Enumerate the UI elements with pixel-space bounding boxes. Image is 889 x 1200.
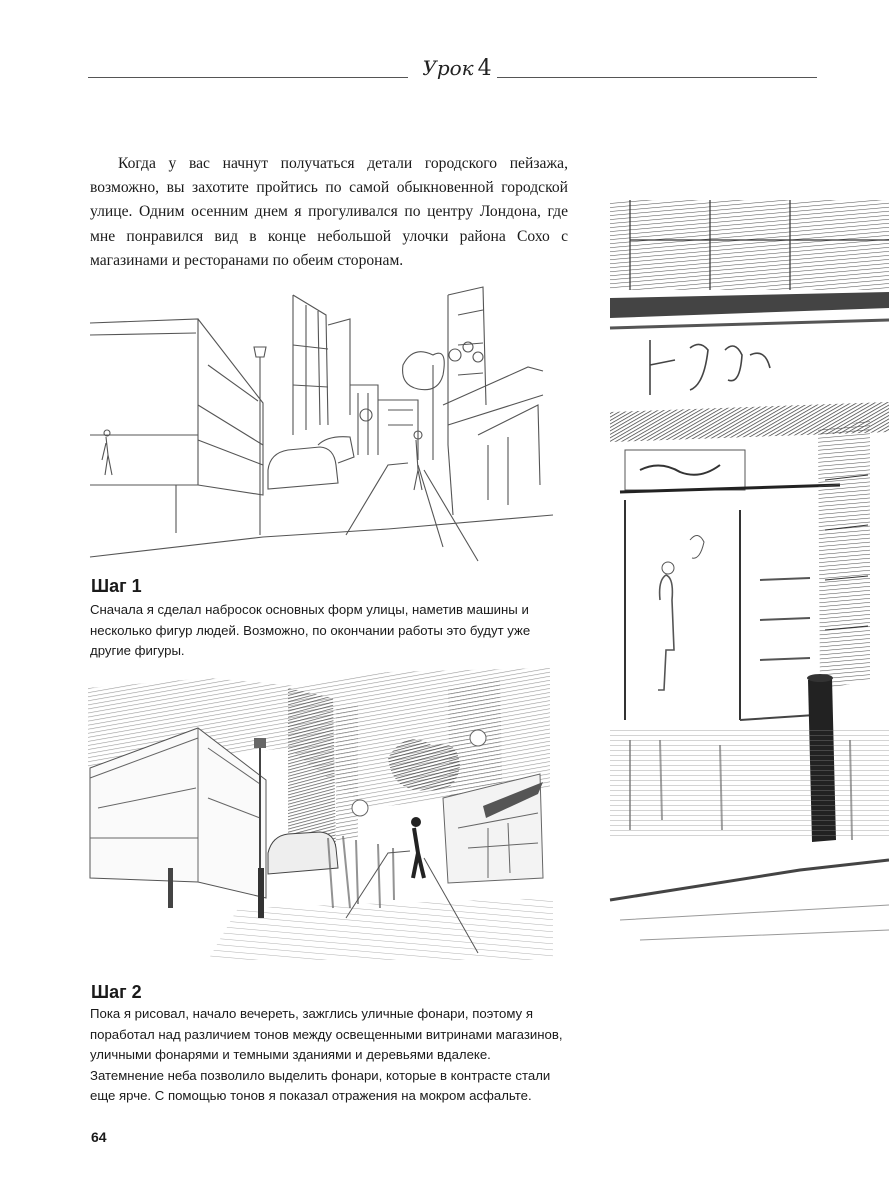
lesson-number: 4 (477, 56, 492, 81)
step-2-heading: Шаг 2 (91, 982, 142, 1002)
sketch-step-1 (88, 285, 558, 565)
header-rule-left (88, 77, 408, 78)
page-number: 64 (91, 1129, 107, 1145)
sketch-step-2 (88, 668, 553, 960)
lesson-title (422, 56, 492, 81)
sketch-detail-right (600, 180, 889, 950)
step-1-body: Сначала я сделал набросок основных форм улицы, наметив машины и несколько фигур людей. Возможно, по окончании работы это будут уже другие фигуры. (90, 602, 531, 658)
header-rule-right (497, 77, 817, 78)
intro-paragraph: Когда у вас начнут получаться детали городского пейзажа, возможно, вы захотите пройтись по самой обыкновенной городской улице. Одним осенним днем я прогуливался по центру Лондона, где мне понравился вид в конце небольшой улочки района Сохо с магазинами и ресторанами по обеим сторонам. (90, 155, 568, 269)
step-1-heading: Шаг 1 (91, 576, 142, 596)
lesson-word: Урок (422, 56, 474, 80)
step-2-body: Пока я рисовал, начало вечереть, зажглись уличные фонари, поэтому я поработал над различием тонов между освещенными витринами магазинов, уличными фонарями и темными зданиями и деревьями вдалеке. Затемнение неба позволило выделить фонари, которые в контрасте стали еще ярче. С помощью тонов я показал отражения на мокром асфальте. (90, 1006, 563, 1103)
